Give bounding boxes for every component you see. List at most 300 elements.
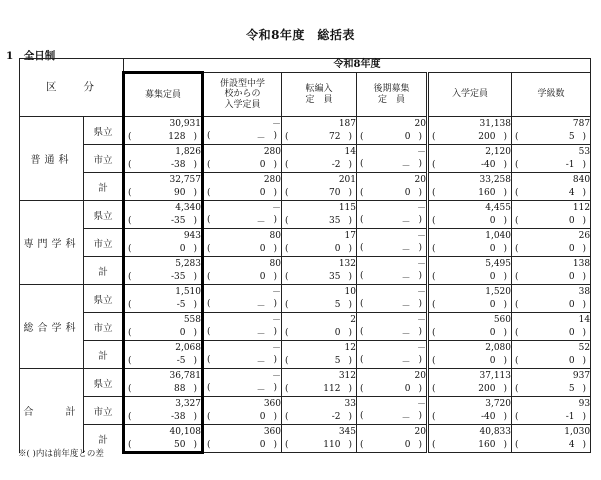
subcategory-label: 計 [84,341,124,369]
value-cell: 80 [203,229,282,243]
diff-value: 0 [489,300,496,311]
diff-cell [124,215,203,229]
diff-value: 0 [489,328,496,339]
paren-close: ) [582,384,587,395]
diff-value: -40 [480,412,496,423]
paren-open: ( [128,188,132,199]
paren-open: ( [432,160,436,171]
diff-cell [357,271,428,285]
table-row [20,201,591,215]
diff-value: 35 [329,272,341,283]
paren-close: ) [418,440,422,451]
category-label: 合 計 [20,369,84,453]
diff-value: 0 [489,216,496,227]
value-cell: 20 [357,117,428,131]
paren-close: ) [418,410,422,421]
paren-open: ( [360,354,364,365]
diff-value: 110 [323,440,341,451]
value-cell: 14 [512,313,591,327]
paren-open: ( [128,439,132,450]
value-cell: 1,520 [428,285,512,299]
diff-value: -35 [170,216,186,227]
diff-value: － [401,301,411,312]
value-cell: 360 [203,397,282,411]
diff-value: － [401,217,411,228]
diff-value: 0 [334,328,341,339]
paren-close: ) [503,188,507,199]
value-cell: 187 [282,117,357,131]
column-header-line: 後期募集 [373,84,410,95]
value-cell: 33,258 [428,173,512,187]
value-cell: － [357,313,428,327]
paren-close: ) [348,412,352,423]
diff-cell [203,187,282,201]
diff-value: 0 [568,216,575,227]
paren-close: ) [273,298,277,309]
paren-close: ) [503,160,507,171]
paren-close: ) [273,354,277,365]
column-header-line: 転編入 [305,84,333,95]
column-header-line: 定 員 [305,94,333,105]
value-cell: 840 [512,173,591,187]
paren-close: ) [273,160,277,171]
paren-open: ( [207,440,211,451]
column-header-line: 併設型中学 [219,78,265,89]
value-cell: 80 [203,257,282,271]
paren-open: ( [128,384,132,395]
subcategory-label: 市立 [84,145,124,173]
paren-open: ( [515,384,519,395]
paren-close: ) [348,272,352,283]
diff-value: 0 [259,160,266,171]
diff-value: 4 [568,440,575,451]
diff-cell [357,159,428,173]
diff-value: － [401,413,411,424]
table-row [20,285,591,299]
diff-value: -40 [480,160,496,171]
diff-value: 4 [568,188,575,199]
column-header-line: 校からの [224,89,261,100]
value-cell: － [357,285,428,299]
paren-open: ( [207,244,211,255]
diff-value: 112 [323,384,341,395]
diff-value: 72 [329,132,341,143]
value-cell: 201 [282,173,357,187]
paren-close: ) [418,214,422,225]
value-cell: 20 [357,173,428,187]
subcategory-label: 計 [84,173,124,201]
value-cell: 1,030 [512,425,591,439]
diff-cell [203,159,282,173]
paren-close: ) [273,244,277,255]
table-row [20,425,591,439]
diff-cell [428,299,512,313]
diff-value: 35 [329,216,341,227]
paren-open: ( [432,244,436,255]
value-cell: － [357,145,428,159]
paren-close: ) [193,160,197,171]
subcategory-label: 県立 [84,117,124,145]
paren-open: ( [207,412,211,423]
diff-value: － [256,301,266,312]
value-cell: 132 [282,257,357,271]
diff-cell [428,383,512,397]
column-header-line: 学級数 [537,89,565,100]
paren-close: ) [273,130,277,141]
paren-open: ( [432,356,436,367]
paren-open: ( [360,132,364,143]
paren-close: ) [348,132,352,143]
category-label: 普通科 [20,117,84,201]
diff-value: 88 [174,384,186,395]
paren-open: ( [515,160,519,171]
diff-value: -35 [170,272,186,283]
diff-cell [282,159,357,173]
value-cell: 26 [512,229,591,243]
paren-open: ( [207,272,211,283]
paren-open: ( [285,440,289,451]
value-cell: － [203,341,282,355]
paren-close: ) [418,326,422,337]
diff-cell [282,439,357,453]
value-cell: 787 [512,117,591,131]
value-cell: － [357,229,428,243]
diff-cell [357,215,428,229]
value-cell: 112 [512,201,591,215]
diff-value: 0 [568,356,575,367]
paren-open: ( [432,384,436,395]
paren-open: ( [285,132,289,143]
paren-open: ( [432,412,436,423]
value-cell: 20 [357,425,428,439]
diff-cell [512,383,591,397]
paren-open: ( [432,132,436,143]
diff-value: － [401,161,411,172]
diff-cell [428,131,512,145]
value-cell: 937 [512,369,591,383]
diff-cell [282,327,357,341]
paren-close: ) [503,244,507,255]
diff-cell [124,411,203,425]
paren-close: ) [193,328,197,339]
paren-close: ) [273,214,277,225]
diff-cell [512,439,591,453]
paren-close: ) [503,384,507,395]
diff-cell [428,215,512,229]
column-header-line: 入学定員 [451,89,488,100]
paren-close: ) [348,328,352,339]
value-cell: 558 [124,313,203,327]
paren-open: ( [515,132,519,143]
diff-cell [357,355,428,369]
column-header-4 [357,73,428,117]
paren-open: ( [515,272,519,283]
diff-cell [203,383,282,397]
diff-cell [357,187,428,201]
paren-close: ) [418,384,422,395]
value-cell: 280 [203,173,282,187]
diff-value: 0 [259,188,266,199]
diff-value: － [401,329,411,340]
diff-value: 5 [568,132,575,143]
diff-cell [124,439,203,453]
paren-close: ) [273,440,277,451]
diff-value: 0 [404,188,411,199]
paren-open: ( [432,272,436,283]
diff-cell [124,243,203,257]
diff-value: 0 [259,272,266,283]
diff-cell [512,411,591,425]
paren-open: ( [285,216,289,227]
diff-value: 0 [489,272,496,283]
value-cell: 32,757 [124,173,203,187]
value-cell: 40,108 [124,425,203,439]
paren-open: ( [128,244,132,255]
diff-value: － [401,273,411,284]
value-cell: 4,455 [428,201,512,215]
diff-cell [357,411,428,425]
table-row [20,369,591,383]
diff-cell [203,355,282,369]
diff-value: － [256,357,266,368]
paren-close: ) [503,412,507,423]
value-cell: 943 [124,229,203,243]
diff-value: 0 [568,272,575,283]
diff-value: 0 [568,244,575,255]
diff-cell [428,439,512,453]
diff-cell [512,299,591,313]
diff-cell [512,159,591,173]
paren-close: ) [418,242,422,253]
footnote: ※( )内は前年度との差 [18,449,104,459]
paren-close: ) [582,188,587,199]
diff-cell [512,215,591,229]
summary-table [19,58,591,454]
value-cell: 38 [512,285,591,299]
diff-value: -1 [565,160,575,171]
diff-cell [282,355,357,369]
value-cell: － [203,117,282,131]
paren-close: ) [193,412,197,423]
paren-open: ( [285,356,289,367]
diff-cell [428,159,512,173]
division-header: 区 分 [20,59,124,117]
paren-open: ( [128,412,132,423]
paren-close: ) [582,328,587,339]
diff-value: -2 [331,412,341,423]
paren-close: ) [193,188,197,199]
paren-open: ( [432,300,436,311]
paren-close: ) [582,132,587,143]
paren-close: ) [193,439,197,450]
table-row [20,145,591,159]
paren-open: ( [285,300,289,311]
diff-cell [428,411,512,425]
value-cell: 312 [282,369,357,383]
diff-cell [124,159,203,173]
diff-value: 0 [489,244,496,255]
paren-open: ( [360,270,364,281]
diff-value: 200 [478,384,496,395]
table-row [20,341,591,355]
diff-cell [282,187,357,201]
value-cell: 2,120 [428,145,512,159]
column-header-6 [512,73,591,117]
paren-open: ( [207,188,211,199]
paren-open: ( [128,216,132,227]
paren-open: ( [128,132,132,143]
diff-cell [282,271,357,285]
diff-value: 90 [174,188,186,199]
paren-close: ) [503,300,507,311]
diff-value: 5 [568,384,575,395]
table-row [20,313,591,327]
diff-cell [203,327,282,341]
diff-cell [203,215,282,229]
value-cell: 1,826 [124,145,203,159]
value-cell: 1,040 [428,229,512,243]
value-cell: 53 [512,145,591,159]
paren-open: ( [128,160,132,171]
diff-value: 128 [168,132,186,143]
diff-value: 0 [404,440,411,451]
paren-open: ( [285,384,289,395]
paren-close: ) [348,300,352,311]
paren-open: ( [515,440,519,451]
paren-open: ( [360,298,364,309]
value-cell: － [357,341,428,355]
page-title: 令和8年度 総括表 [246,28,355,42]
paren-close: ) [582,244,587,255]
paren-close: ) [348,356,352,367]
diff-cell [203,131,282,145]
paren-open: ( [207,326,211,337]
diff-value: 0 [259,440,266,451]
paren-close: ) [418,270,422,281]
paren-close: ) [418,298,422,309]
diff-value: -38 [170,412,186,423]
paren-open: ( [432,328,436,339]
paren-open: ( [285,244,289,255]
subcategory-label: 市立 [84,229,124,257]
value-cell: 5,495 [428,257,512,271]
value-cell: 115 [282,201,357,215]
value-cell: 31,138 [428,117,512,131]
subcategory-label: 計 [84,425,124,453]
paren-close: ) [273,272,277,283]
paren-close: ) [193,272,197,283]
diff-value: -1 [565,412,575,423]
value-cell: 93 [512,397,591,411]
value-cell: 3,720 [428,397,512,411]
diff-value: -5 [176,356,186,367]
paren-open: ( [360,214,364,225]
paren-open: ( [128,356,132,367]
paren-close: ) [418,188,422,199]
column-header-1 [124,73,203,117]
diff-value: 70 [329,188,341,199]
diff-cell [512,355,591,369]
paren-open: ( [432,188,436,199]
value-cell: － [203,201,282,215]
diff-cell [357,243,428,257]
paren-open: ( [360,410,364,421]
diff-value: 160 [478,440,496,451]
diff-value: 0 [259,412,266,423]
diff-cell [512,271,591,285]
paren-close: ) [418,132,422,143]
paren-open: ( [285,272,289,283]
diff-value: 0 [179,244,186,255]
paren-close: ) [582,412,587,423]
column-header-5 [428,73,512,117]
value-cell: 560 [428,313,512,327]
paren-open: ( [360,440,364,451]
column-header-line: 入学定員 [224,99,261,110]
paren-open: ( [207,130,211,141]
diff-value: － [401,245,411,256]
paren-open: ( [207,354,211,365]
paren-open: ( [207,298,211,309]
diff-cell [357,131,428,145]
paren-open: ( [360,188,364,199]
value-cell: 5,283 [124,257,203,271]
diff-cell [357,439,428,453]
diff-cell [124,187,203,201]
diff-cell [124,271,203,285]
value-cell: － [357,201,428,215]
paren-open: ( [128,300,132,311]
diff-cell [428,243,512,257]
paren-close: ) [503,132,507,143]
value-cell: 10 [282,285,357,299]
value-cell: 12 [282,341,357,355]
paren-close: ) [193,216,197,227]
paren-close: ) [193,356,197,367]
diff-value: -2 [331,160,341,171]
column-header-line: 募集定員 [144,89,181,100]
paren-close: ) [273,326,277,337]
paren-open: ( [515,188,519,199]
diff-value: 0 [489,356,496,367]
diff-cell [124,299,203,313]
paren-close: ) [348,188,352,199]
subcategory-label: 計 [84,257,124,285]
column-header-3 [282,73,357,117]
paren-close: ) [582,440,587,451]
paren-close: ) [193,244,197,255]
value-cell: 17 [282,229,357,243]
diff-cell [124,131,203,145]
value-cell: 33 [282,397,357,411]
value-cell: － [203,285,282,299]
paren-open: ( [515,356,519,367]
column-header-2 [203,73,282,117]
diff-value: － [256,133,266,144]
diff-cell [512,243,591,257]
paren-close: ) [348,160,352,171]
diff-cell [357,383,428,397]
value-cell: － [203,313,282,327]
value-cell: 14 [282,145,357,159]
paren-close: ) [582,272,587,283]
subcategory-label: 市立 [84,313,124,341]
diff-value: － [256,329,266,340]
paren-close: ) [582,300,587,311]
paren-close: ) [193,384,197,395]
table-row [20,257,591,271]
diff-cell [282,299,357,313]
